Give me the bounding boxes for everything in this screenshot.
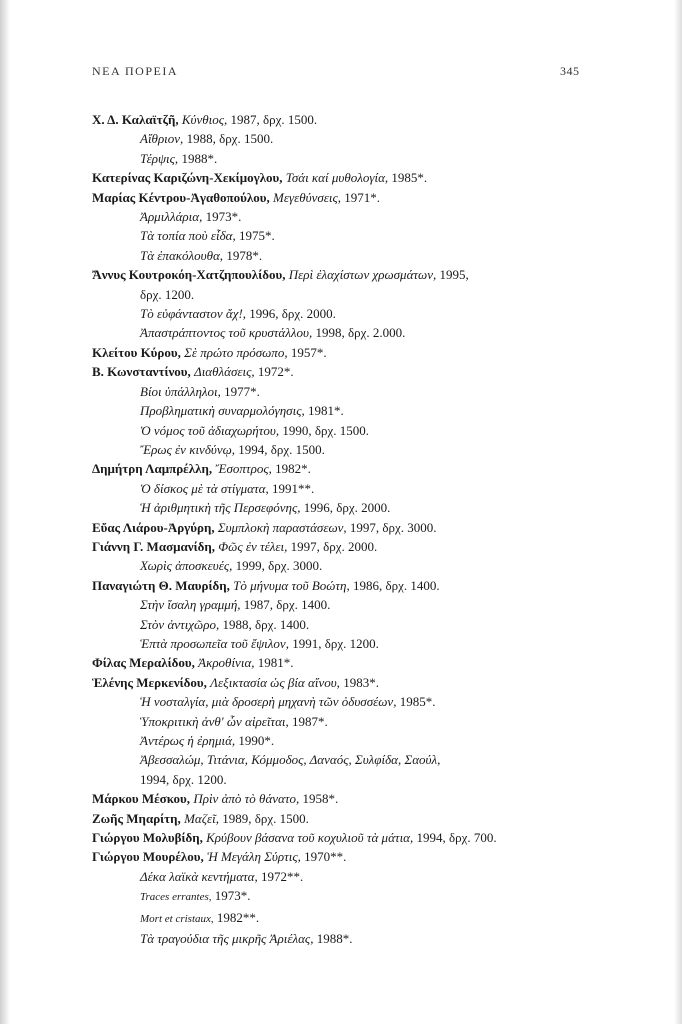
entry-title: Φῶς ἐν τέλει, xyxy=(218,538,288,554)
entry-details: 1970**. xyxy=(304,849,347,865)
bibliography-subentry xyxy=(92,615,652,634)
bibliography-entry xyxy=(92,459,652,478)
entry-title: Mort et cristaux, xyxy=(140,912,214,925)
bibliography-entry xyxy=(92,110,652,129)
entry-details: 1988*. xyxy=(181,150,218,166)
bibliography-entry xyxy=(92,847,652,866)
entry-title: Ἀκροθίνια, xyxy=(198,655,255,671)
entry-author: Χ. Δ. Καλαϊτζῆ, xyxy=(92,112,179,127)
entry-title: Τέρψις, xyxy=(140,150,179,166)
entry-title: Περὶ ἐλαχίστων χρωσμάτων, xyxy=(288,267,437,283)
page-right-edge-shadow xyxy=(674,0,682,1024)
entry-details: 1996, δρχ. 2000. xyxy=(249,306,336,322)
entry-details: 1985*. xyxy=(399,694,436,710)
entry-title: Προβληματικὴ συναρμολόγησις, xyxy=(140,403,305,419)
entry-title: Ἡ ἀριθμητικὴ τῆς Περσεφόνης, xyxy=(140,500,301,516)
entry-details: 1994, δρχ. 1200. xyxy=(140,771,227,787)
entry-title: Τὰ τοπία ποὺ εἶδα, xyxy=(140,228,236,244)
bibliography-subentry xyxy=(92,595,652,614)
entry-title: Βίοι ὑπάλληλοι, xyxy=(140,383,221,399)
entry-details: 1989, δρχ. 1500. xyxy=(222,810,309,826)
bibliography-subentry xyxy=(92,440,652,459)
entry-title: Τὰ τραγούδια τῆς μικρῆς Ἀριέλας, xyxy=(140,931,314,947)
bibliography-entry xyxy=(92,343,652,362)
bibliography-entry xyxy=(92,518,652,537)
bibliography-subentry xyxy=(92,886,652,907)
bibliography-subentry xyxy=(92,246,652,265)
entry-details: 1987*. xyxy=(292,713,328,729)
entry-details: 1981*. xyxy=(307,403,344,419)
bibliography-subentry xyxy=(92,634,652,653)
entry-details: 1996, δρχ. 2000. xyxy=(303,500,391,516)
bibliography-entry xyxy=(92,537,652,556)
entry-details: 1971*. xyxy=(344,189,381,205)
entry-author: Ἄννυς Κουτροκόη-Χατζηπουλίδου, xyxy=(92,267,286,283)
entry-title: Χωρὶς ἀποσκευές, xyxy=(140,558,233,574)
entry-details: 1958*. xyxy=(302,791,339,807)
entry-author: Κατερίνας Καριζώνη-Χεκίμογλου, xyxy=(92,170,283,186)
bibliography-subentry xyxy=(92,556,652,575)
bibliography-subentry xyxy=(92,770,652,789)
running-header-title: ΝΕΑ ΠΟΡΕΙΑ xyxy=(92,64,178,78)
bibliography-subentry xyxy=(92,285,652,304)
entry-author: Ἑλένης Μερκενίδου, xyxy=(92,674,207,690)
entry-details: 1981*. xyxy=(257,655,294,671)
entry-title: Traces errantes, xyxy=(140,891,212,904)
entry-title: Ἡ νοσταλγία, μιὰ δροσερὴ μηχανὴ τῶν ὀδυσσέων, xyxy=(140,694,397,710)
entry-details: 1973*. xyxy=(214,888,251,904)
entry-author: Β. Κωνσταντίνου, xyxy=(92,364,191,380)
entry-details: 1988, δρχ. 1400. xyxy=(222,616,310,632)
entry-author: Ζωῆς Μηαρίτη, xyxy=(92,810,181,826)
entry-details: 1990*. xyxy=(238,733,275,748)
entry-author: Δημήτρη Λαμπρέλλη, xyxy=(92,461,213,477)
entry-details: 1983*. xyxy=(343,674,379,690)
entry-details: δρχ. 1200. xyxy=(140,286,195,302)
bibliography-entry xyxy=(92,576,652,595)
bibliography-subentry xyxy=(92,323,652,342)
entry-author: Γιώργου Μολυβίδη, xyxy=(92,830,203,846)
bibliography-subentry xyxy=(92,149,652,168)
entry-details: 1977*. xyxy=(224,383,260,399)
entry-title: Στὴν ἴσαλη γραμμή, xyxy=(140,597,241,613)
entry-details: 1978*. xyxy=(226,247,263,263)
bibliography-subentry xyxy=(92,129,652,148)
entry-details: 1991, δρχ. 1200. xyxy=(292,635,379,651)
entry-details: 1975*. xyxy=(239,228,275,244)
entry-details: 1973*. xyxy=(205,209,242,225)
bibliography-entry xyxy=(92,362,652,381)
entry-details: 1988*. xyxy=(316,931,353,947)
bibliography-subentry xyxy=(92,382,652,401)
bibliography-subentry xyxy=(92,226,652,245)
entry-details: 1999, δρχ. 3000. xyxy=(235,558,323,574)
entry-details: 1997, δρχ. 3000. xyxy=(349,519,437,535)
entry-title: Τὸ εὐφάνταστον ἄχ!, xyxy=(140,306,247,322)
entry-details: 1982**. xyxy=(216,909,260,925)
bibliography-subentry xyxy=(92,929,652,948)
entry-details: 1982*. xyxy=(275,461,311,477)
bibliography-subentry xyxy=(92,401,652,420)
entry-author: Γιώργου Μουρέλου, xyxy=(92,849,204,865)
entry-author: Εὔας Λιάρου-Ἀργύρη, xyxy=(92,519,215,535)
entry-title: Τσάι καί μυθολογία, xyxy=(285,170,389,186)
entry-title: Ἀπαστράπτοντος τοῦ κρυστάλλου, xyxy=(140,325,313,341)
entry-details: 1998, δρχ. 2.000. xyxy=(315,325,406,341)
entry-details: 1987, δρχ. 1400. xyxy=(243,597,331,613)
entry-title: Ἑπτὰ προσωπεῖα τοῦ ἔψιλον, xyxy=(140,635,289,651)
entry-title: Ὑποκριτικὴ ἀνθ' ὧν αἱρεῖται, xyxy=(140,713,289,729)
bibliography-subentry xyxy=(92,908,652,929)
entry-author: Μαρίας Κέντρου-Ἀγαθοπούλου, xyxy=(92,189,270,205)
entry-title: Στὸν ἀντιχῶρο, xyxy=(140,616,220,632)
entry-title: Ἔσοπτρος, xyxy=(215,461,272,477)
entry-details: 1997, δρχ. 2000. xyxy=(290,538,378,554)
entry-title: Κύνθιος, xyxy=(181,112,228,127)
bibliography-subentry xyxy=(92,207,652,226)
entry-details: 1994, δρχ. 700. xyxy=(416,830,497,846)
entry-title: Ἀντέρως ἡ ἐρημιά, xyxy=(140,733,236,748)
bibliography-entry xyxy=(92,653,652,672)
entry-details: 1991**. xyxy=(272,480,315,496)
entry-title: Σὲ πρώτο πρόσωπο, xyxy=(184,344,288,360)
entry-details: 1972*. xyxy=(257,364,294,380)
entry-title: Κρύβουν βάσανα τοῦ κοχυλιοῦ τὰ μάτια, xyxy=(206,830,414,846)
bibliography-subentry xyxy=(92,498,652,517)
entry-title: Μεγεθύνσεις, xyxy=(273,189,342,205)
entry-details: 1972**. xyxy=(261,868,304,884)
bibliography-subentry xyxy=(92,304,652,323)
bibliography-entry xyxy=(92,188,652,207)
bibliography-subentry xyxy=(92,692,652,711)
entry-author: Γιάννη Γ. Μασμανίδη, xyxy=(92,538,215,554)
entry-title: Ἡ Μεγάλη Σύρτις, xyxy=(207,849,301,865)
entry-title: Ὁ νόμος τοῦ ἀδιαχωρήτου, xyxy=(140,422,280,438)
bibliography-entry xyxy=(92,828,652,847)
bibliography-subentry xyxy=(92,731,652,750)
entry-title: Δέκα λαϊκὰ κεντήματα, xyxy=(140,868,258,884)
entry-title: Τὸ μήνυμα τοῦ Βοώτη, xyxy=(233,577,350,593)
entry-author: Κλείτου Κύρου, xyxy=(92,344,181,360)
bibliography-entry xyxy=(92,673,652,692)
bibliography-subentry xyxy=(92,421,652,440)
bibliography-subentry xyxy=(92,712,652,731)
entry-title: Ἀρμιλλάρια, xyxy=(140,209,203,225)
entry-title: Διαθλάσεις, xyxy=(194,364,255,380)
bibliography-subentry xyxy=(92,479,652,498)
entry-details: 1994, δρχ. 1500. xyxy=(238,441,325,457)
bibliography-entry xyxy=(92,168,652,187)
entry-details: 1957*. xyxy=(290,344,327,360)
entry-title: Πρὶν ἀπὸ τὸ θάνατο, xyxy=(193,791,300,807)
entry-details: 1995, xyxy=(439,267,469,283)
entry-title: Ἔρως ἐν κινδύνῳ, xyxy=(140,441,236,457)
entry-details: 1988, δρχ. 1500. xyxy=(186,131,274,147)
bibliography-entry xyxy=(92,789,652,808)
bibliography-entry xyxy=(92,809,652,828)
bibliography-entry xyxy=(92,265,652,284)
entry-details: 1985*. xyxy=(391,170,428,186)
entry-details: 1986, δρχ. 1400. xyxy=(352,577,440,593)
page-number: 345 xyxy=(560,64,580,78)
entry-title: Αἴθριον, xyxy=(140,131,184,147)
page-left-edge-shadow xyxy=(0,0,10,1024)
entry-title: Τὰ ἐπακόλουθα, xyxy=(140,247,224,263)
entry-author: Φίλας Μεραλίδου, xyxy=(92,655,195,671)
bibliography-subentry xyxy=(92,750,652,769)
entry-author: Παναγιώτη Θ. Μαυρίδη, xyxy=(92,577,230,593)
entry-title: Μαζεῖ, xyxy=(184,810,219,826)
bibliography-list xyxy=(92,110,652,948)
bibliography-subentry xyxy=(92,867,652,886)
entry-details: 1990, δρχ. 1500. xyxy=(282,422,369,438)
entry-title: Ὁ δίσκος μὲ τὰ στίγματα, xyxy=(140,480,269,496)
entry-details: 1987, δρχ. 1500. xyxy=(230,112,318,127)
entry-title: Συμπλοκὴ παραστάσεων, xyxy=(217,519,347,535)
entry-title: Ἀβεσσαλώμ, Τιτάνια, Κόμμοδος, Δαναός, Συλφίδα, Σαούλ, xyxy=(140,752,441,768)
entry-title: Λεξικτασία ὡς βία αἴνου, xyxy=(210,674,340,690)
entry-author: Μάρκου Μέσκου, xyxy=(92,791,191,807)
